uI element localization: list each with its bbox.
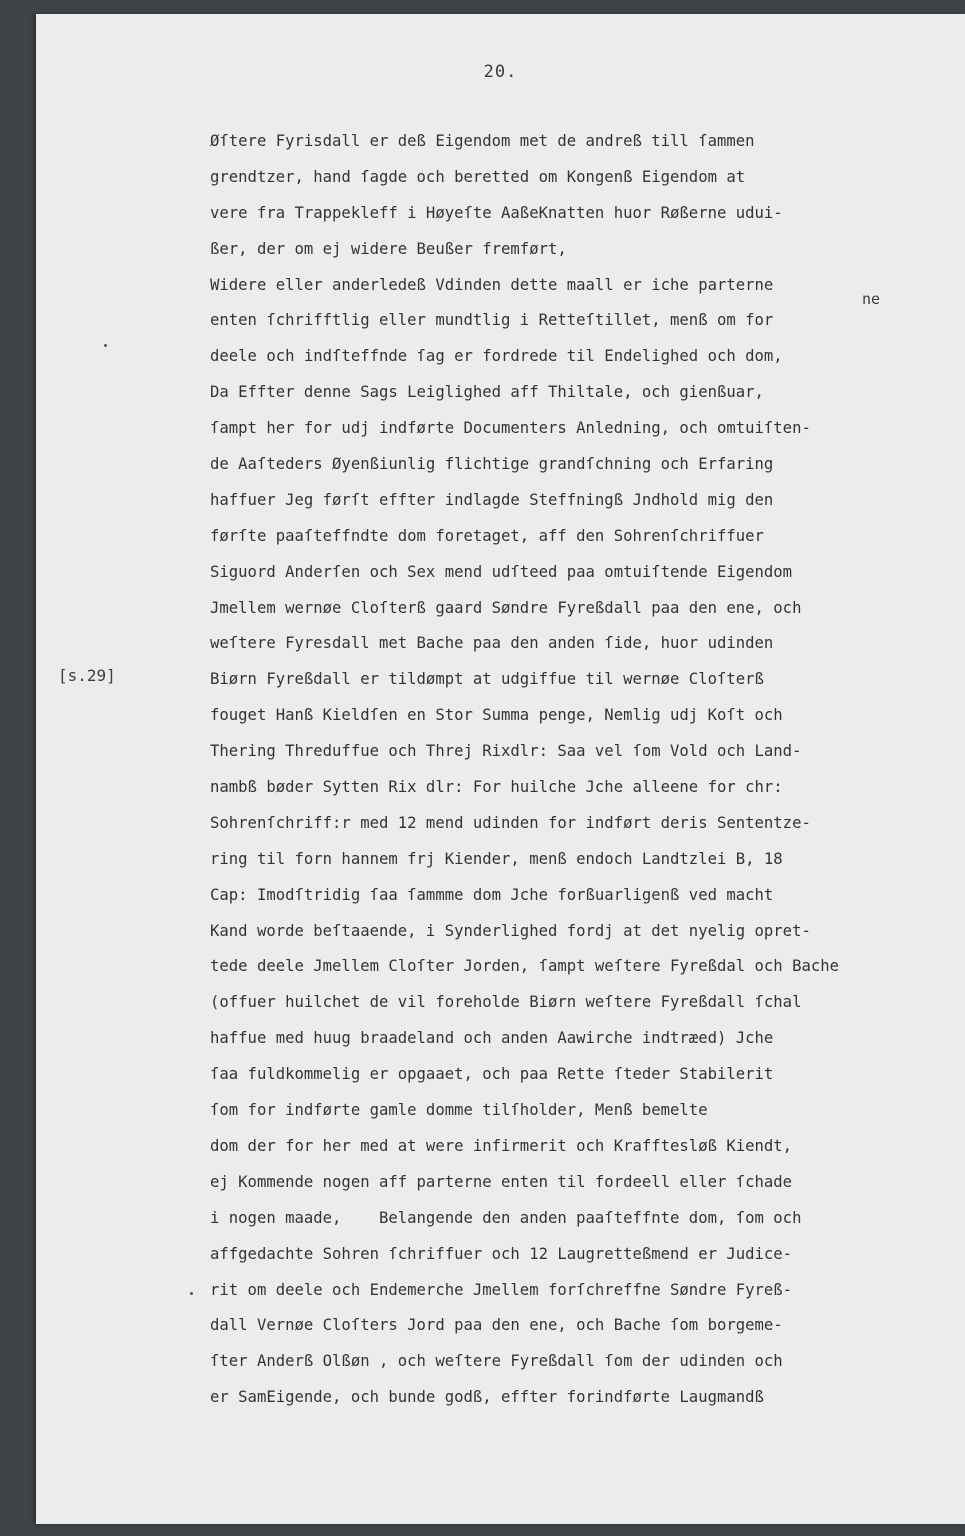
text-line: ſter Anderß Olßøn , och weſtere Fyreßdall ſom der udinden och bbox=[210, 1352, 783, 1371]
text-line: fouget Hanß Kieldſen en Stor Summa penge, Nemlig udj Koſt och bbox=[210, 706, 783, 725]
text-line: Øſtere Fyrisdall er deß Eigendom met de andreß till ſammen bbox=[210, 132, 755, 150]
text-line: affgedachte Sohren ſchriffuer och 12 Laugretteßmend er Judice- bbox=[210, 1244, 793, 1263]
text-line: haffuer Jeg førſt effter indlagde Steffningß Jndhold mig den bbox=[210, 490, 774, 509]
superscript-note: ne bbox=[862, 290, 881, 308]
text-line: rit om deele och Endemerche Jmellem forſchreffne Søndre Fyreß- bbox=[210, 1280, 793, 1299]
text-line: deele och indſteffnde ſag er fordrede til Endelighed och dom, bbox=[210, 347, 783, 366]
text-line: vere fra Trappekleff i Høyeſte AaßeKnatten huor Røßerne udui- bbox=[210, 203, 783, 222]
text-line: enten ſchrifftlig eller mundtlig i Retteſtillet, menß om for bbox=[210, 311, 774, 330]
text-line: førſte paaſteffndte dom foretaget, aff den Sohrenſchriffuer bbox=[210, 526, 764, 545]
text-line: nambß bøder Sytten Rix dlr: For huilche Jche alleene for chr: bbox=[210, 778, 783, 797]
text-line: Thering Threduffue och Threj Rixdlr: Saa vel ſom Vold och Land- bbox=[210, 742, 802, 761]
text-line: Da Effter denne Sags Leiglighed aff Thiltale, och gienßuar, bbox=[210, 383, 764, 402]
margin-reference: [s.29] bbox=[58, 666, 116, 685]
text-line: i nogen maade, Belangende den anden paaſteffnte dom, ſom och bbox=[210, 1208, 802, 1227]
text-line: de Aaſteders Øyenßiunlig flichtige grandſchning och Erfaring bbox=[210, 455, 774, 474]
text-line: (offuer huilchet de vil foreholde Biørn weſtere Fyreßdall ſchal bbox=[210, 993, 802, 1012]
typed-text-body bbox=[210, 124, 965, 1416]
page-number: 20. bbox=[483, 62, 518, 82]
text-line: er SamEigende, och bunde godß, effter forindførte Laugmandß bbox=[210, 1388, 764, 1407]
text-line: dall Vernøe Cloſters Jord paa den ene, och Bache ſom borgeme- bbox=[210, 1316, 783, 1335]
text-line: Jmellem wernøe Cloſterß gaard Søndre Fyreßdall paa den ene, och bbox=[210, 598, 802, 617]
text-line: weſtere Fyresdall met Bache paa den anden ſide, huor udinden bbox=[210, 634, 774, 653]
text-line: dom der for her med at were infirmerit och Krafftesløß Kiendt, bbox=[210, 1136, 793, 1155]
text-line: ßer, der om ej widere Beußer fremført, bbox=[210, 239, 567, 258]
text-line: Kand worde beſtaaende, i Synderlighed fordj at det nyelig opret- bbox=[210, 921, 811, 940]
text-line: ring til forn hannem frj Kiender, menß endoch Landtzlei B, 18 bbox=[210, 849, 783, 868]
text-line: Biørn Fyreßdall er tildømpt at udgiffue til wernøe Cloſterß bbox=[210, 670, 764, 689]
ink-speck bbox=[190, 1292, 193, 1295]
text-line: ſom for indførte gamle domme tilſholder, Menß bemelte bbox=[210, 1101, 708, 1120]
text-line: grendtzer, hand ſagde och beretted om Kongenß Eigendom at bbox=[210, 167, 746, 186]
text-line: Widere eller anderledeß Vdinden dette maall er iche parterne bbox=[210, 275, 774, 294]
document-page bbox=[36, 14, 965, 1524]
text-line: Sohrenſchriff:r med 12 mend udinden for indført deris Sententze- bbox=[210, 813, 811, 832]
text-line: tede deele Jmellem Cloſter Jorden, ſampt weſtere Fyreßdal och Bache bbox=[210, 957, 840, 976]
text-line: Siguord Anderſen och Sex mend udſteed paa omtuiſtende Eigendom bbox=[210, 562, 793, 581]
text-line: haffue med huug braadeland och anden Aawirche indtræed) Jche bbox=[210, 1029, 774, 1048]
text-line: Cap: Imodſtridig ſaa ſammme dom Jche forßuarligenß ved macht bbox=[210, 885, 774, 904]
text-line: ej Kommende nogen aff parterne enten til fordeell eller ſchade bbox=[210, 1172, 793, 1191]
text-line: ſaa fuldkommelig er opgaaet, och paa Rette ſteder Stabilerit bbox=[210, 1065, 774, 1084]
text-line: ſampt her for udj indførte Documenters Anledning, och omtuiſten- bbox=[210, 419, 811, 438]
ink-speck bbox=[104, 344, 107, 347]
